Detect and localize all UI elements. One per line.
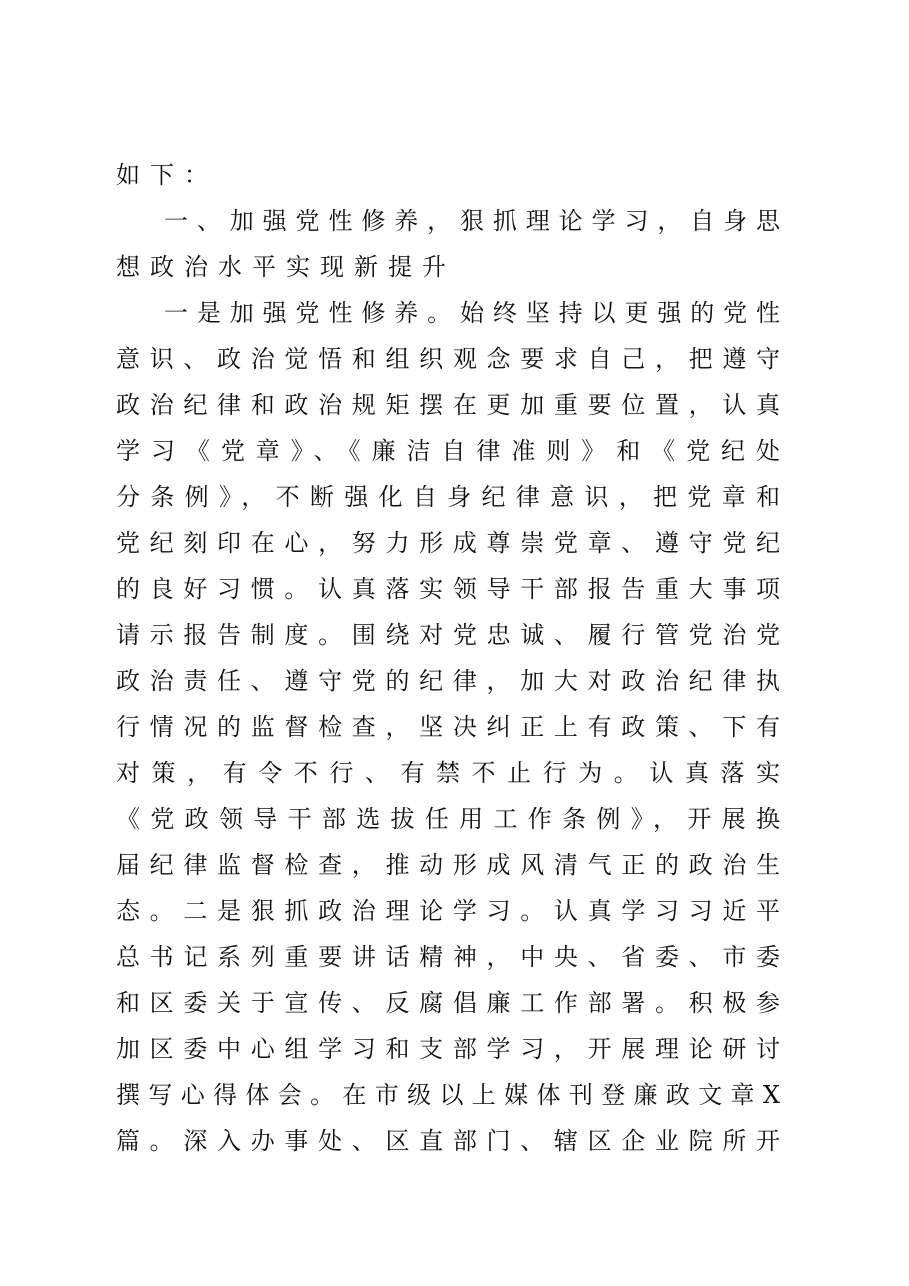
paragraph-line: 的良好习惯。认真落实领导干部报告重大事项 bbox=[116, 575, 780, 603]
paragraph-line: 政治责任、遵守党的纪律，加大对政治纪律执 bbox=[116, 667, 780, 695]
paragraph-line: 加区委中心组学习和支部学习，开展理论研讨 bbox=[116, 1035, 780, 1063]
section-heading-line-2: 想政治水平实现新提升 bbox=[116, 253, 456, 281]
paragraph-line: 总书记系列重要讲话精神，中央、省委、市委 bbox=[116, 943, 780, 971]
paragraph-line: 请示报告制度。围绕对党忠诚、履行管党治党 bbox=[116, 621, 780, 649]
paragraph-line: 行情况的监督检查，坚决纠正上有政策、下有 bbox=[116, 713, 780, 741]
paragraph-line: 撰写心得体会。在市级以上媒体刊登廉政文章X bbox=[116, 1081, 780, 1109]
paragraph-line: 意识、政治觉悟和组织观念要求自己，把遵守 bbox=[116, 345, 780, 373]
text-line-opening: 如下： bbox=[116, 161, 218, 189]
paragraph-line: 政治纪律和政治规矩摆在更加重要位置，认真 bbox=[116, 391, 780, 419]
paragraph-line: 和区委关于宣传、反腐倡廉工作部署。积极参 bbox=[116, 989, 780, 1017]
paragraph-line: 对策，有令不行、有禁不止行为。认真落实 bbox=[116, 759, 780, 787]
paragraph-line: 党纪刻印在心，努力形成尊崇党章、遵守党纪 bbox=[116, 529, 780, 557]
paragraph-line: 态。二是狠抓政治理论学习。认真学习习近平 bbox=[116, 897, 780, 925]
paragraph-line: 《党政领导干部选拔任用工作条例》，开展换 bbox=[116, 805, 780, 833]
paragraph-line: 篇。深入办事处、区直部门、辖区企业院所开 bbox=[116, 1127, 780, 1155]
paragraph-line: 分条例》，不断强化自身纪律意识，把党章和 bbox=[116, 483, 780, 511]
paragraph-line: 一是加强党性修养。始终坚持以更强的党性 bbox=[164, 299, 780, 327]
paragraph-line: 届纪律监督检查，推动形成风清气正的政治生 bbox=[116, 851, 780, 879]
paragraph-line: 学习《党章》、《廉洁自律准则》和《党纪处 bbox=[116, 437, 780, 465]
section-heading-line-1: 一、加强党性修养，狠抓理论学习，自身思 bbox=[164, 207, 780, 235]
